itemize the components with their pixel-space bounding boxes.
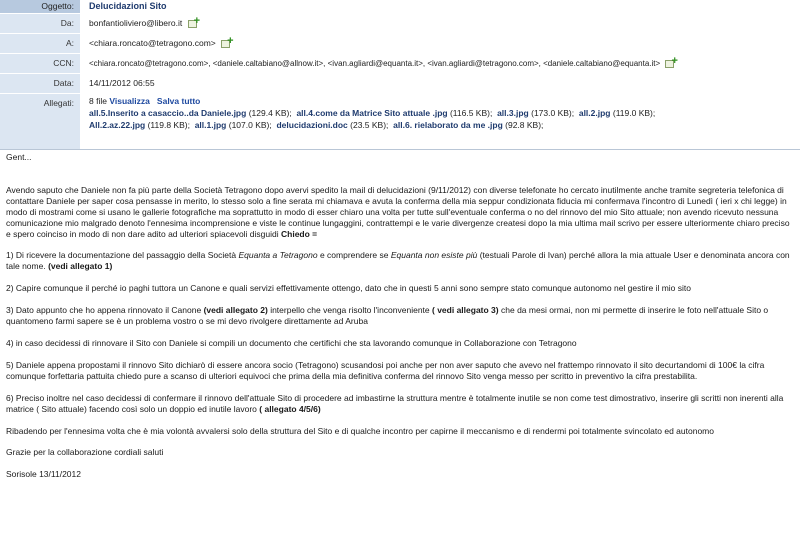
message-body xyxy=(6,152,796,480)
point-1: 1) Di ricevere la documentazione del passaggio della Società Equanta a Tetragono e comprendere se Equanta non esiste più (testuali Parole di Ivan) perché allora la mia attuale User e denominata ancora con tale nome. (vedi allegato 1) xyxy=(6,250,790,272)
ccn-addresses[interactable]: <chiara.roncato@tetragono.com>, <daniele.caltabiano@allnow.it>, <ivan.agliardi@equanta.it>, <ivan.agliardi@tetragono.com>, <daniele.caltabiano@equanta.it> xyxy=(89,59,661,68)
attachment-item[interactable]: All.2.az.22.jpg (119.8 KB); xyxy=(89,120,190,130)
view-attachments-link[interactable]: Visualizza xyxy=(109,96,150,106)
to-row xyxy=(0,34,800,53)
attachment-item[interactable]: delucidazioni.doc (23.5 KB); xyxy=(276,120,389,130)
add-contact-icon[interactable]: + xyxy=(188,18,202,29)
point-3: 3) Dato appunto che ho appena rinnovato il Canone (vedi allegato 2) interpello che venga risolto l'inconveniente ( vedi allegato 3) che da mesi ormai, non mi permette di inserire le foto nell'attuale Sito o quantomeno farmi sapere se è un problema vostro o se mi devo rivolgere direttamente ad Aruba xyxy=(6,305,769,327)
from-label: Da: xyxy=(0,14,80,33)
point-2: 2) Capire comunque il perché io paghi tuttora un Canone e quali servizi effettivamente ottengo, dato che in questi 5 anni sono sempre stato comunque autonomo nel gestire il mio sito xyxy=(6,283,691,294)
point-5: 5) Daniele appena propostami il rinnovo Sito dichiarò di essere ancora socio (Tetragono) scusandosi poi anche per non aver saputo che avevo nel frattempo rinnovato il sito decurtandomi di 100€ la cifra comunque forfettaria pattuita chiedo pure a scanso di ulteriori equivoci che prima della mia definitiva conferma del rinnovo Sito venga messo per scritto in preventivo la cifra prestabilita. xyxy=(6,359,765,381)
date-value: 14/11/2012 06:55 xyxy=(89,78,155,88)
attachment-item[interactable]: all.5.Inserito a casaccio..da Daniele.jpg (129.4 KB); xyxy=(89,108,292,118)
attachment-item[interactable]: all.2.jpg (119.0 KB); xyxy=(578,108,656,118)
subject-label: Oggetto: xyxy=(0,0,80,13)
subject-value: Delucidazioni Sito xyxy=(89,1,167,11)
attachment-item[interactable]: all.4.come da Matrice Sito attuale .jpg (116.5 KB); xyxy=(296,108,493,118)
point-6: 6) Preciso inoltre nel caso decidessi di confermare il rinnovo dell'attuale Sito di procedere ad imbastirne la struttura mentre è totalmente inutile se non come test dimostrativo, inserire gli scritti non inerenti alla matrice ( Sito attuale) facendo così solo un doppio ed inutile lavoro ( allegato 4/5/6) xyxy=(6,392,784,414)
greeting: Gent... xyxy=(6,152,32,162)
add-contact-icon[interactable]: + xyxy=(665,58,679,69)
to-label: A: xyxy=(0,34,80,53)
ccn-row xyxy=(0,54,800,73)
date-label: Data: xyxy=(0,74,80,93)
add-contact-icon[interactable]: + xyxy=(221,38,235,49)
signoff-line: Sorisole 13/11/2012 xyxy=(6,469,81,480)
thanks-line: Grazie per la collaborazione cordiali saluti xyxy=(6,447,164,458)
point-4: 4) in caso decidessi di rinnovare il Sito con Daniele si compili un documento che certifichi che sta lavorando comunque in Collaborazione con Tetragono xyxy=(6,337,577,348)
attachment-item[interactable]: all.3.jpg (173.0 KB); xyxy=(497,108,575,118)
to-address[interactable]: <chiara.roncato@tetragono.com> xyxy=(89,38,216,48)
attachments-count: 8 file xyxy=(89,96,107,106)
closing-paragraph: Ribadendo per l'ennesima volta che è mia volontà avvalersi solo della struttura del Sito e di qualche incontro per capirne il meccanismo e di rendermi poi totalmente svincolato ed autonomo xyxy=(6,425,714,436)
attachment-item[interactable]: all.6. rielaborato da me .jpg (92.8 KB); xyxy=(393,120,544,130)
attachments-label: Allegati: xyxy=(0,94,80,149)
from-address[interactable]: bonfantioliviero@libero.it xyxy=(89,18,183,28)
intro-paragraph: Avendo saputo che Daniele non fa più parte della Società Tetragono dopo avervi spedito la mail di delucidazioni (9/11/2012) con diverse telefonate ho cercato inutilmente anche tramite segreteria telefonica di contattare Daniele per saper cosa pensasse in merito, lo stesso solo a fine serata mi chiamava e avuta la conferma della mia seppur condizionata fiducia mi confermava l'incontro di Lunedì ( ieri x chi legge) in modo di mostrami come si usano le gallerie fotografiche ma soprattutto in modo di esser chiaro una volta per tutte sull'eventuale conferma o no del rinnovo del mio Sito attuale; non avendo ricevuto nessuna comunicazione mio malgrado denoto l'ennesima incomprensione e viste le continue lungaggini, contrattempi e le varie divergenze createsi dopo la mia ultima mail scrivo per essere ulteriormente chiaro preciso e spero coinciso in modo di non dare adito ad ulteriori spiacevoli disguidi Chiedo = xyxy=(6,184,790,239)
ccn-label: CCN: xyxy=(0,54,80,73)
attachment-item[interactable]: all.1.jpg (107.0 KB); xyxy=(194,120,272,130)
message-header xyxy=(0,0,800,150)
from-row xyxy=(0,14,800,33)
date-row xyxy=(0,74,800,93)
attachment-list xyxy=(89,107,789,131)
subject-row xyxy=(0,0,800,13)
save-all-link[interactable]: Salva tutto xyxy=(156,96,201,106)
